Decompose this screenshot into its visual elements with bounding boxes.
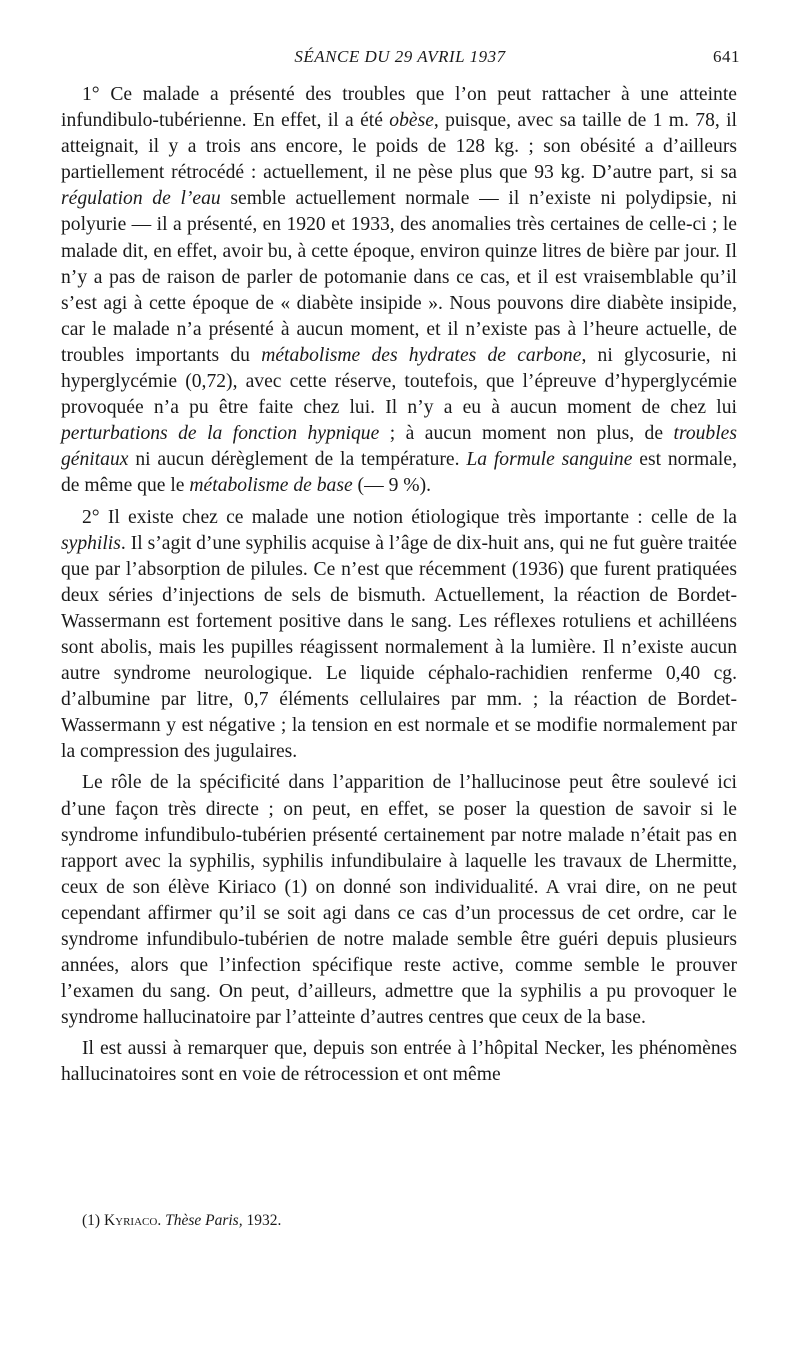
body-text	[61, 82, 737, 1089]
text-run: Il est aussi à remarquer que, depuis son entrée à l’hôpital Necker, les phénomènes hallucinatoires sont en voie de rétrocession et ont même	[61, 1038, 737, 1086]
footnote	[82, 1211, 722, 1231]
footnote-year: 1932.	[246, 1212, 282, 1229]
italic-run: troubles génitaux	[61, 423, 737, 471]
text-run: est normale, de même que le	[61, 449, 737, 497]
running-title: SÉANCE DU 29 AVRIL 1937	[294, 47, 506, 66]
italic-run: syphilis	[61, 532, 121, 554]
text-run: 2° Il existe chez ce malade une notion étiologique très importante : celle de la	[82, 506, 737, 528]
text-run: 1° Ce malade a présenté des troubles que l’on peut rattacher à une atteinte infundibulo-tubérienne. En effet, il a été	[61, 84, 737, 132]
text-run: semble actuellement normale — il n’existe ni polydipsie, ni polyurie — il a présenté, en 1920 et 1933, des anomalies très certaines de celle-ci ; le malade dit, en effet, avoir bu, à cette époque, environ quinze litres de bière par jour. Il n’y a pas de raison de parler de potomanie dans ce cas, et il est vraisemblable qu’il s’est agi à cette époque de « diabète insipide ». Nous pouvons dire diabète insipide, car le malade n’a présenté à aucun moment, et il n’existe pas à l’heure actuelle, de troubles importants du	[61, 188, 737, 366]
text-run: (— 9 %).	[352, 475, 432, 497]
italic-run: métabolisme des hydrates de carbone	[261, 344, 582, 366]
page-number: 641	[713, 47, 740, 66]
text-run: . Il s’agit d’une syphilis acquise à l’âge de dix-huit ans, qui ne fut guère traitée que par l’absorption de pilules. Ce n’est que récemment (1936) que furent pratiquées deux séries d’injections de sels de bismuth. Actuellement, la réaction de Bordet-Wassermann est fortement positive dans le sang. Les réflexes rotuliens et achilléens sont abolis, mais les pupilles réagissent normalement à la lumière. Il n’existe aucun autre syndrome neurologique. Le liquide céphalo-rachidien renferme 0,40 cg. d’albumine par litre, 0,7 éléments cellulaires par mm. ; la réaction de Bordet-Wassermann y est négative ; la tension en est normale et se modifie normalement par la compression des jugulaires.	[61, 532, 737, 763]
footnote-author: Kyriaco.	[103, 1212, 162, 1229]
text-run: ; à aucun moment non plus, de	[379, 423, 674, 445]
text-run: , puisque, avec sa taille de 1 m. 78, il atteignait, il y a trois ans encore, le poids de 128 kg. ; son obésité a d’ailleurs partiellement rétrocédé : actuellement, il ne pèse plus que 93 kg. D’autre part, si sa	[61, 110, 737, 184]
footnote-marker: (1)	[82, 1212, 101, 1229]
footnote-work: Thèse Paris,	[165, 1212, 243, 1229]
text-run: Le rôle de la spécificité dans l’apparition de l’hallucinose peut être soulevé ici d’une façon très directe ; on peut, en effet, se poser la question de savoir si le syndrome infundibulo-tubérien présenté certainement par notre malade n’était pas en rapport avec la syphilis, syphilis infundibulaire à laquelle les travaux de Lhermitte, ceux de son élève Kiriaco (1) on donné son individualité. A vrai dire, on ne peut cependant affirmer qu’il se soit agi dans ce cas d’un processus de cet ordre, car le syndrome infundibulo-tubérien de notre malade semble être guéri depuis plusieurs années, alors que l’infection spécifique reste active, comme semble le prouver l’examen du sang. On peut, d’ailleurs, admettre que la syphilis a pu provoquer le syndrome hallucinatoire par l’atteinte d’autres centres que ceux de la base.	[61, 772, 737, 1029]
text-run: ni aucun dérèglement de la température.	[128, 449, 467, 471]
running-head	[60, 47, 740, 71]
paragraph	[61, 1036, 737, 1088]
italic-run: régulation de l’eau	[61, 188, 221, 210]
paragraph	[61, 770, 737, 1031]
text-run: , ni glycosurie, ni hyperglycémie (0,72), avec cette réserve, toutefois, que l’épreuve d’hyperglycémie provoquée n’a pu être faite chez lui. Il n’y a eu à aucun moment de chez lui	[61, 344, 737, 419]
italic-run: La formule sanguine	[466, 449, 633, 471]
italic-run: perturbations de la fonction hypnique	[61, 423, 380, 445]
paragraph	[61, 82, 737, 500]
paragraph	[61, 505, 737, 766]
italic-run: obèse	[389, 110, 434, 132]
italic-run: métabolisme de base	[189, 475, 353, 497]
